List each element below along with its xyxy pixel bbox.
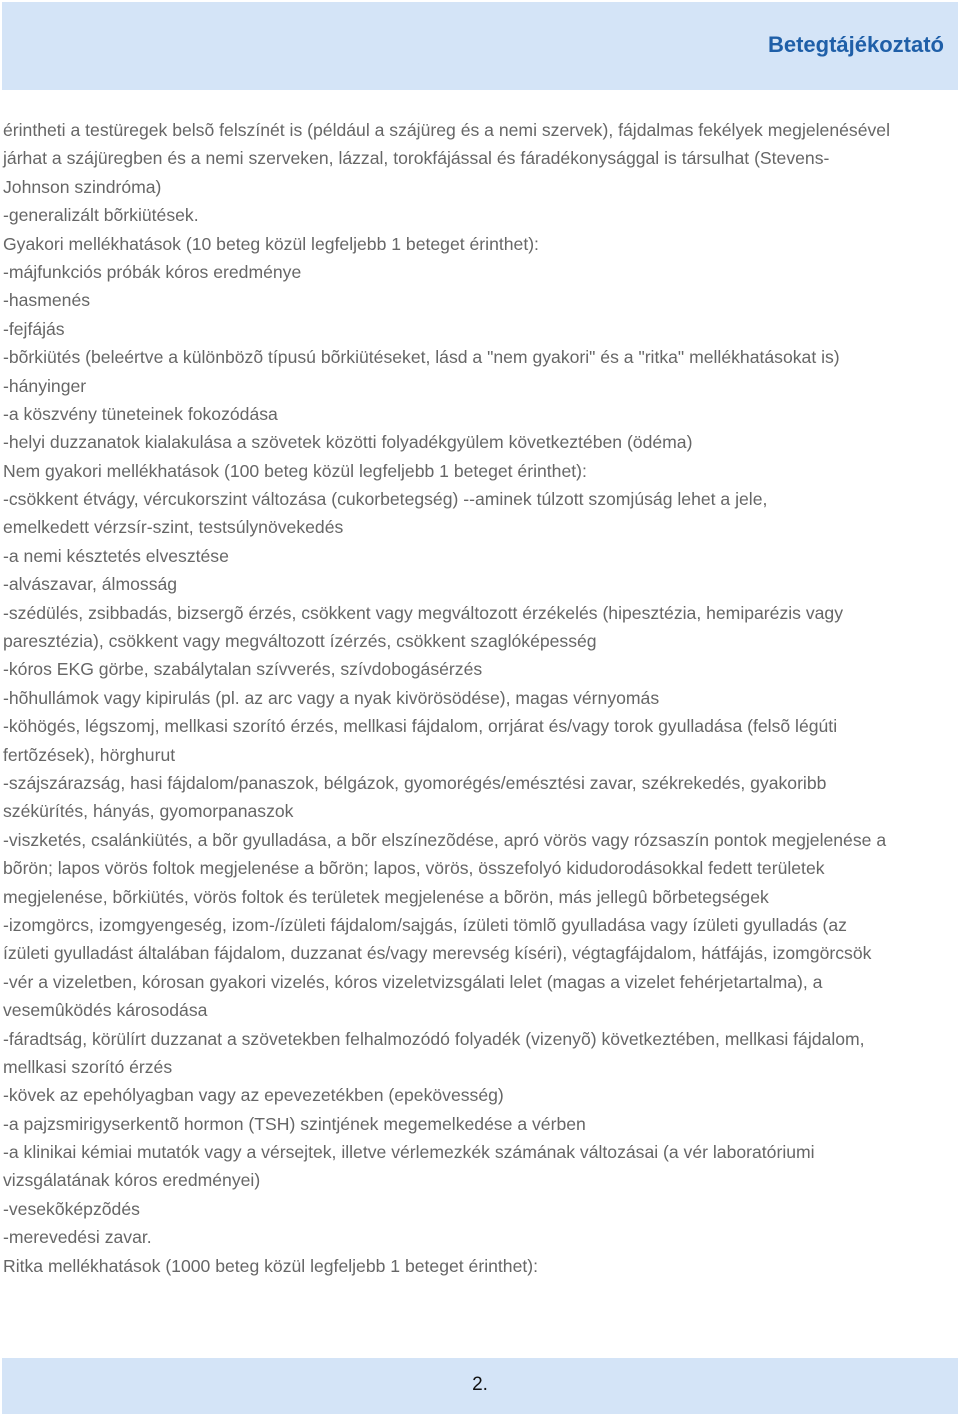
text-line: -hányinger — [3, 375, 87, 396]
text-line: -a klinikai kémiai mutatók vagy a vérsejtek, illetve vérlemezkék számának változásai (a vér laboratóriumi — [3, 1142, 815, 1163]
text-line: ízületi gyulladást általában fájdalom, duzzanat és/vagy merevség kíséri), végtagfájdalom, hátfájás, izomgörcsök — [3, 943, 872, 964]
text-line: bõrön; lapos vörös foltok megjelenése a bõrön; lapos, vörös, összefolyó kidudorodásokkal fedett területek — [3, 858, 825, 879]
text-line: -vesekõképzõdés — [3, 1198, 140, 1219]
page-number: 2. — [472, 1374, 488, 1395]
text-line: -merevedési zavar. — [3, 1227, 152, 1248]
text-line: -szájszárazság, hasi fájdalom/panaszok, bélgázok, gyomorégés/emésztési zavar, székrekedés, gyakoribb — [3, 772, 827, 793]
page-header — [2, 2, 958, 90]
text-line: megjelenése, bõrkiütés, vörös foltok és területek megjelenése a bõrön, más jellegû bõrbetegségek — [3, 886, 769, 907]
text-line: vesemûködés károsodása — [3, 1000, 208, 1021]
text-line: -a pajzsmirigyserkentõ hormon (TSH) szintjének megemelkedése a vérben — [3, 1113, 586, 1134]
text-line: érintheti a testüregek belsõ felszínét is (például a szájüreg és a nemi szervek), fájdalmas fekélyek megjelenésével — [3, 120, 890, 140]
text-line: -bõrkiütés (beleértve a különbözõ típusú bõrkiütéseket, lásd a "nem gyakori" és a "ritka" mellékhatásokat is) — [3, 347, 840, 368]
text-line: -májfunkciós próbák kóros eredménye — [3, 261, 302, 282]
page-footer — [2, 1358, 958, 1414]
text-line: -a nemi késztetés elvesztése — [3, 545, 229, 566]
text-line: Johnson szindróma) — [3, 176, 162, 197]
text-line: -alvászavar, álmosság — [3, 574, 178, 595]
header-title: Betegtájékoztató — [767, 32, 944, 57]
text-line: járhat a szájüregben és a nemi szerveken, lázzal, torokfájással és fáradékonysággal is társulhat (Stevens- — [3, 148, 830, 169]
text-line: -fejfájás — [3, 318, 65, 339]
text-line: székürítés, hányás, gyomorpanaszok — [3, 801, 294, 822]
section-heading-common: Gyakori mellékhatások (10 beteg közül legfeljebb 1 beteget érinthet): — [3, 233, 539, 254]
text-line: emelkedett vérzsír-szint, testsúlynövekedés — [3, 517, 344, 538]
text-line: paresztézia), csökkent vagy megváltozott ízérzés, csökkent szaglóképesség — [3, 631, 597, 652]
section-heading-uncommon: Nem gyakori mellékhatások (100 beteg közül legfeljebb 1 beteget érinthet): — [3, 460, 587, 481]
text-line: -izomgörcs, izomgyengeség, izom-/ízületi fájdalom/sajgás, ízületi tömlõ gyulladása vagy ízületi gyulladás (az — [3, 914, 847, 935]
text-line: -csökkent étvágy, vércukorszint változása (cukorbetegség) --aminek túlzott szomjúság lehet a jele, — [3, 489, 768, 510]
text-line: -kövek az epehólyagban vagy az epevezetékben (epekövesség) — [3, 1085, 504, 1106]
text-line: mellkasi szorító érzés — [3, 1056, 173, 1077]
text-line: -hasmenés — [3, 290, 91, 311]
text-line: -hõhullámok vagy kipirulás (pl. az arc vagy a nyak kivörösödése), magas vérnyomás — [3, 687, 660, 708]
text-line: -generalizált bõrkiütések. — [3, 205, 199, 226]
text-line: -szédülés, zsibbadás, bizsergõ érzés, csökkent vagy megváltozott érzékelés (hipesztézia, hemiparézis vagy — [3, 602, 844, 623]
text-line: fertõzések), hörghurut — [3, 744, 176, 765]
text-line: -köhögés, légszomj, mellkasi szorító érzés, mellkasi fájdalom, orrjárat és/vagy torok gyulladása (felsõ légúti — [3, 716, 838, 737]
text-line: -fáradtság, körülírt duzzanat a szövetekben felhalmozódó folyadék (vizenyõ) következtében, mellkasi fájdalom, — [3, 1028, 865, 1049]
section-heading-rare: Ritka mellékhatások (1000 beteg közül legfeljebb 1 beteget érinthet): — [3, 1255, 538, 1276]
text-line: -kóros EKG görbe, szabálytalan szívverés, szívdobogásérzés — [3, 659, 483, 680]
document-body — [3, 116, 958, 1280]
text-line: -viszketés, csalánkiütés, a bõr gyulladása, a bõr elszínezõdése, apró vörös vagy rózsaszín pontok megjelenése a — [3, 829, 887, 850]
text-line: -a köszvény tüneteinek fokozódása — [3, 403, 278, 424]
text-line: vizsgálatának kóros eredményei) — [3, 1170, 261, 1191]
text-line: -vér a vizeletben, kórosan gyakori vizelés, kóros vizeletvizsgálati lelet (magas a vizelet fehérjetartalma), a — [3, 971, 823, 992]
text-line: -helyi duzzanatok kialakulása a szövetek közötti folyadékgyülem következtében (ödéma) — [3, 432, 693, 453]
